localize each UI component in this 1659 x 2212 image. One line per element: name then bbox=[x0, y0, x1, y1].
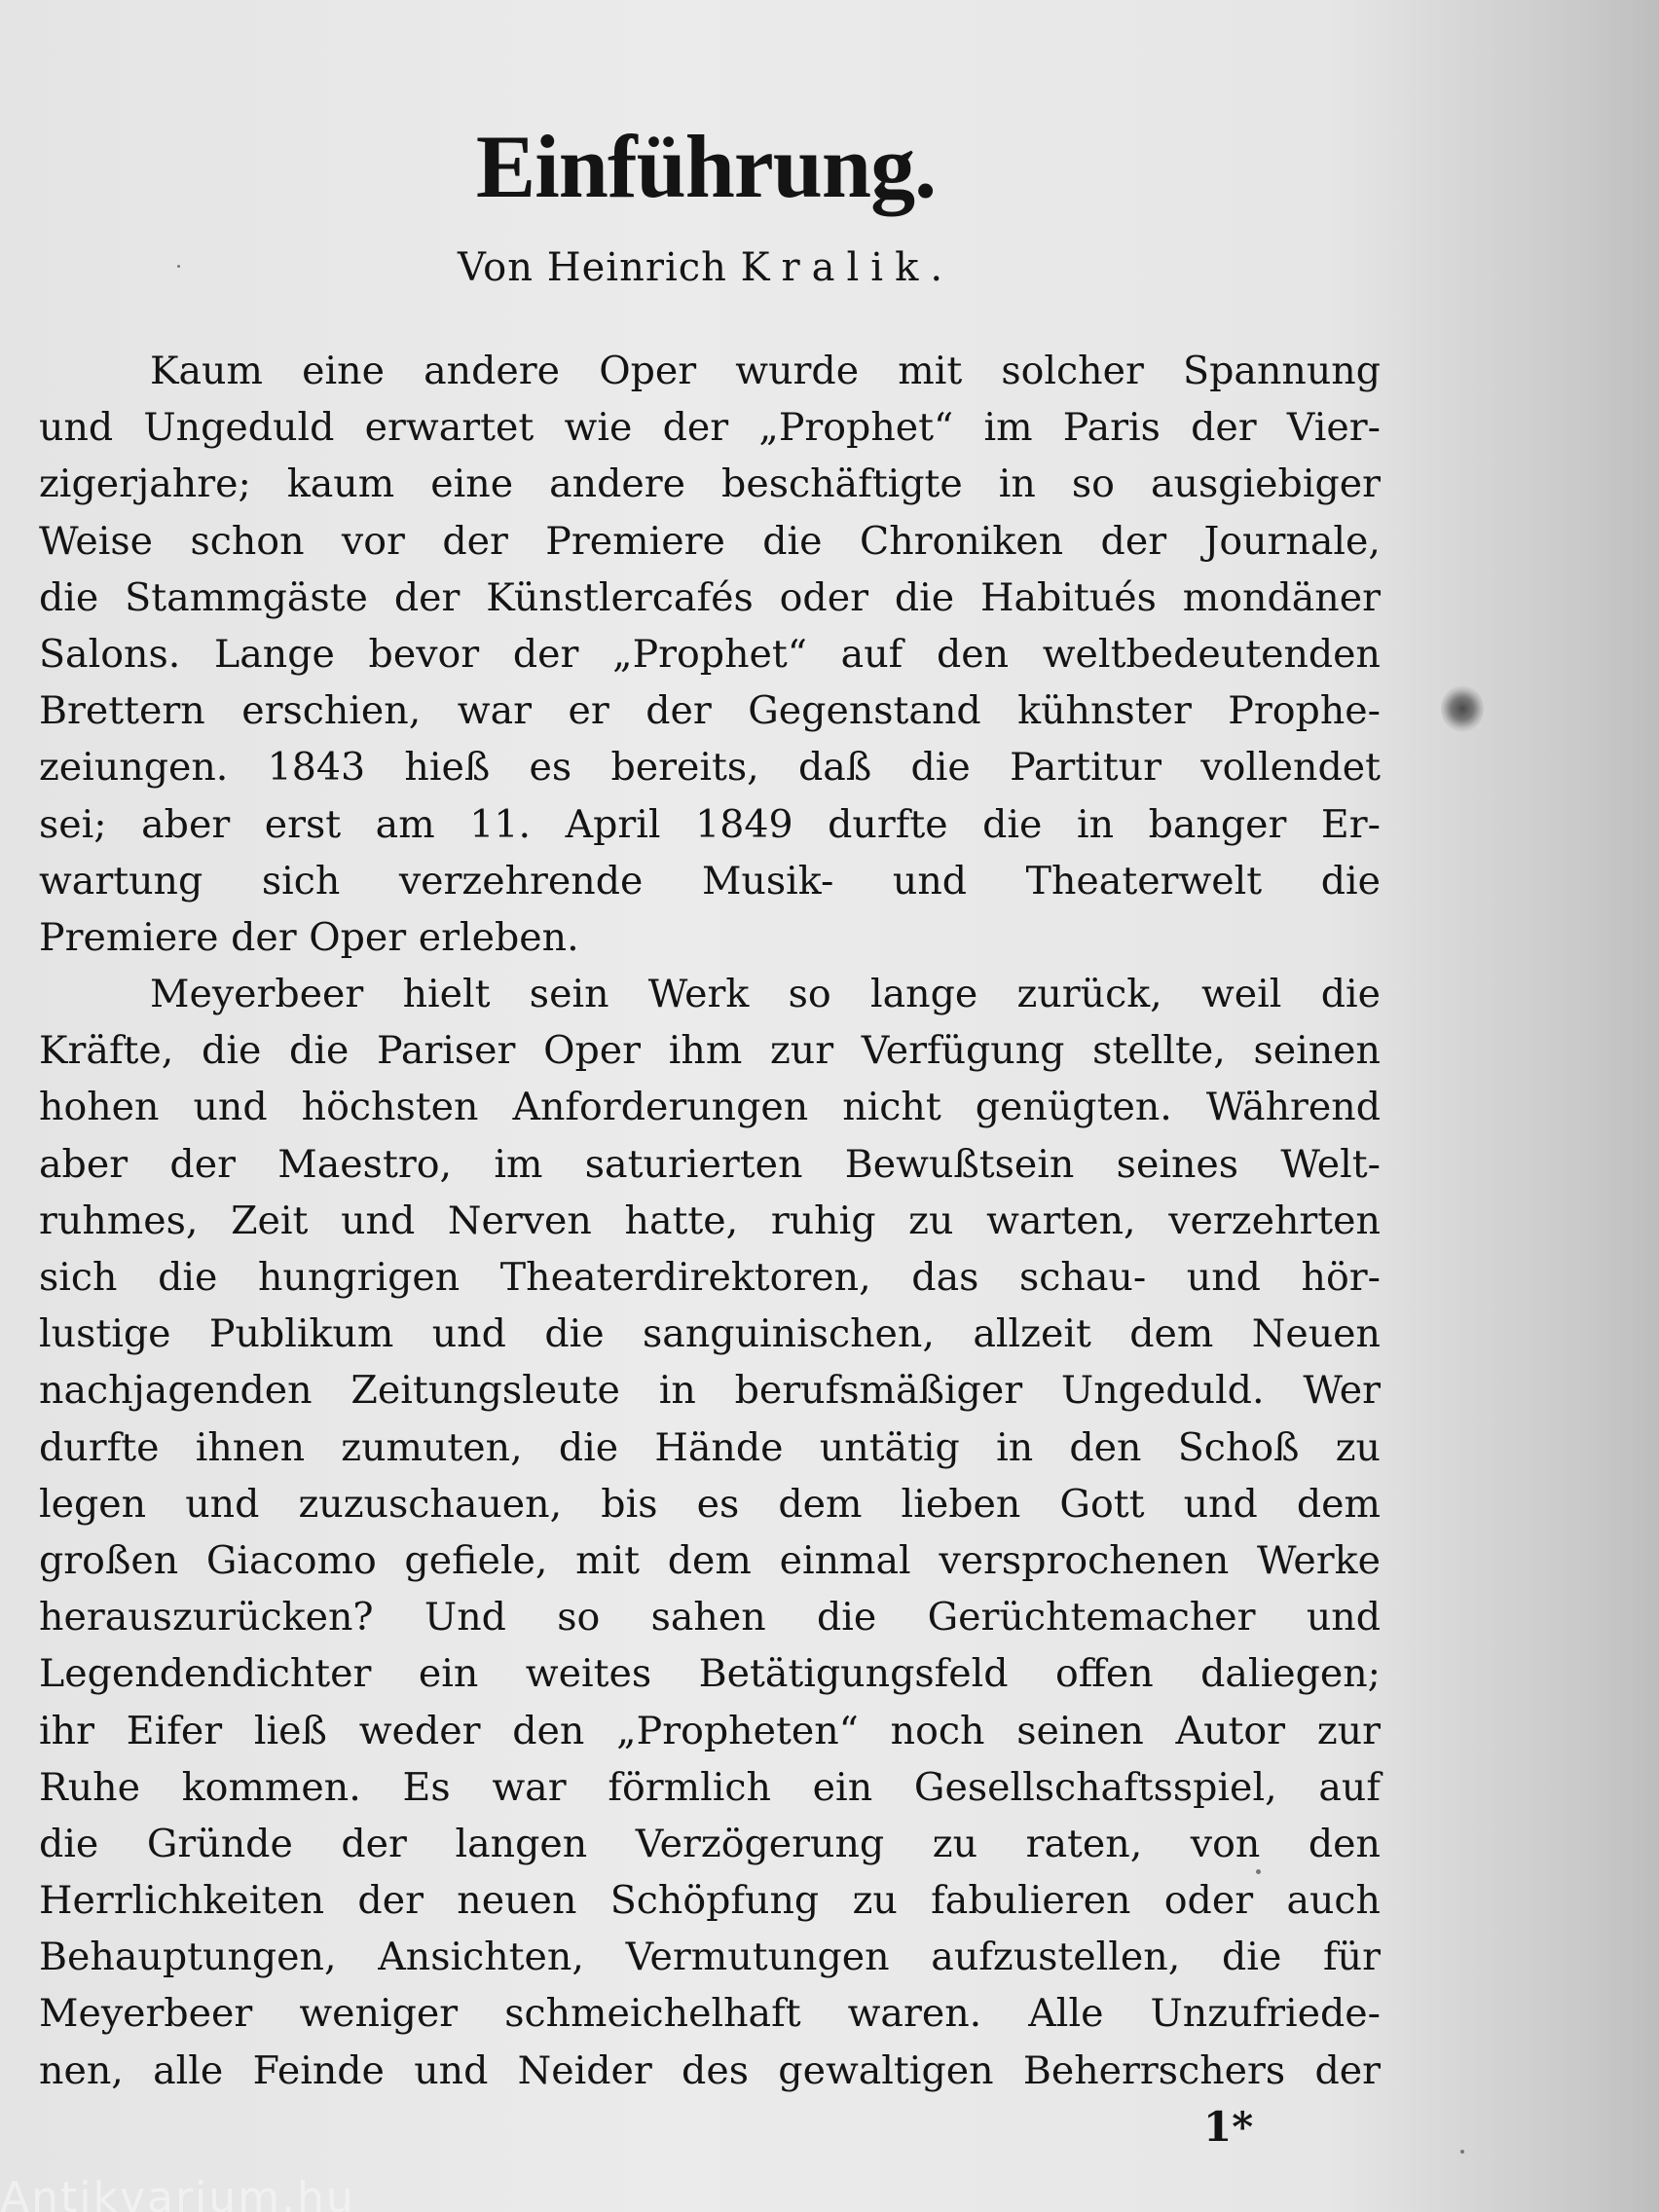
text-line: und Ungeduld erwartet wie der „Prophet“ im Paris der Vier- bbox=[39, 405, 1381, 451]
text-line: ihr Eifer ließ weder den „Propheten“ noch seinen Autor zur bbox=[39, 1708, 1381, 1753]
text-line: zigerjahre; kaum eine andere beschäftigte in so ausgiebiger bbox=[39, 461, 1381, 507]
text-line: aber der Maestro, im saturierten Bewußtsein seines Welt- bbox=[39, 1141, 1381, 1187]
page-title: Einführung. bbox=[475, 117, 937, 216]
text-line: großen Giacomo gefiele, mit dem einmal versprochenen Werke bbox=[39, 1537, 1381, 1583]
text-line: Behauptungen, Ansichten, Vermutungen aufzustellen, die für bbox=[39, 1935, 1381, 1980]
body-text bbox=[39, 343, 1381, 2099]
text-line: legen und zuzuschauen, bis es dem lieben Gott und dem bbox=[39, 1481, 1381, 1527]
text-line: Salons. Lange bevor der „Prophet“ auf den weltbedeutenden bbox=[39, 631, 1381, 677]
paper-speck bbox=[177, 265, 180, 268]
watermark-text: Antikvarium.hu bbox=[0, 2173, 355, 2212]
text-line: Legendendichter ein weites Betätigungsfeld offen daliegen; bbox=[39, 1651, 1381, 1697]
text-line: lustige Publikum und die sanguinischen, allzeit dem Neuen bbox=[39, 1311, 1381, 1357]
text-line: nachjagenden Zeitungsleute in berufsmäßiger Ungeduld. Wer bbox=[39, 1368, 1381, 1414]
byline-prefix: Von Heinrich bbox=[457, 245, 741, 290]
author-surname: Kralik. bbox=[740, 245, 955, 290]
paper-speck bbox=[1460, 2150, 1464, 2154]
text-line: Weise schon vor der Premiere die Chroniken der Journale, bbox=[39, 518, 1381, 564]
text-line: Meyerbeer hielt sein Werk so lange zurück, weil die bbox=[150, 972, 1381, 1017]
ink-smudge bbox=[1441, 685, 1484, 732]
text-line: hohen und höchsten Anforderungen nicht genügten. Während bbox=[39, 1085, 1381, 1130]
text-line: Ruhe kommen. Es war förmlich ein Gesellschaftsspiel, auf bbox=[39, 1764, 1381, 1810]
text-line: ruhmes, Zeit und Nerven hatte, ruhig zu warten, verzehrten bbox=[39, 1198, 1381, 1243]
text-line: zeiungen. 1843 hieß es bereits, daß die Partitur vollendet bbox=[39, 745, 1381, 791]
page-number: 1* bbox=[1203, 2103, 1254, 2151]
text-line: Kräfte, die die Pariser Oper ihm zur Verfügung stellte, seinen bbox=[39, 1028, 1381, 1074]
text-line: wartung sich verzehrende Musik- und Theaterwelt die bbox=[39, 858, 1381, 903]
paper-speck bbox=[1256, 1869, 1261, 1874]
text-line: nen, alle Feinde und Neider des gewaltigen Beherrschers der bbox=[39, 2047, 1381, 2093]
text-line: Brettern erschien, war er der Gegenstand kühnster Prophe- bbox=[39, 688, 1381, 734]
text-line: durfte ihnen zumuten, die Hände untätig in den Schoß zu bbox=[39, 1424, 1381, 1470]
author-byline bbox=[0, 245, 1412, 290]
text-line: Kaum eine andere Oper wurde mit solcher Spannung bbox=[150, 349, 1381, 393]
text-line: die Stammgäste der Künstlercafés oder die Habitués mondäner bbox=[39, 574, 1381, 620]
text-line: Premiere der Oper erleben. bbox=[39, 914, 579, 960]
text-line: Herrlichkeiten der neuen Schöpfung zu fabulieren oder auch bbox=[39, 1878, 1381, 1924]
text-line: sich die hungrigen Theaterdirektoren, das schau- und hör- bbox=[39, 1255, 1381, 1300]
text-line: die Gründe der langen Verzögerung zu raten, von den bbox=[39, 1821, 1381, 1866]
text-line: Meyerbeer weniger schmeichelhaft waren. Alle Unzufriede- bbox=[39, 1991, 1381, 2037]
text-line: sei; aber erst am 11. April 1849 durfte die in banger Er- bbox=[39, 801, 1381, 847]
text-line: herauszurücken? Und so sahen die Gerüchtemacher und bbox=[39, 1595, 1381, 1641]
